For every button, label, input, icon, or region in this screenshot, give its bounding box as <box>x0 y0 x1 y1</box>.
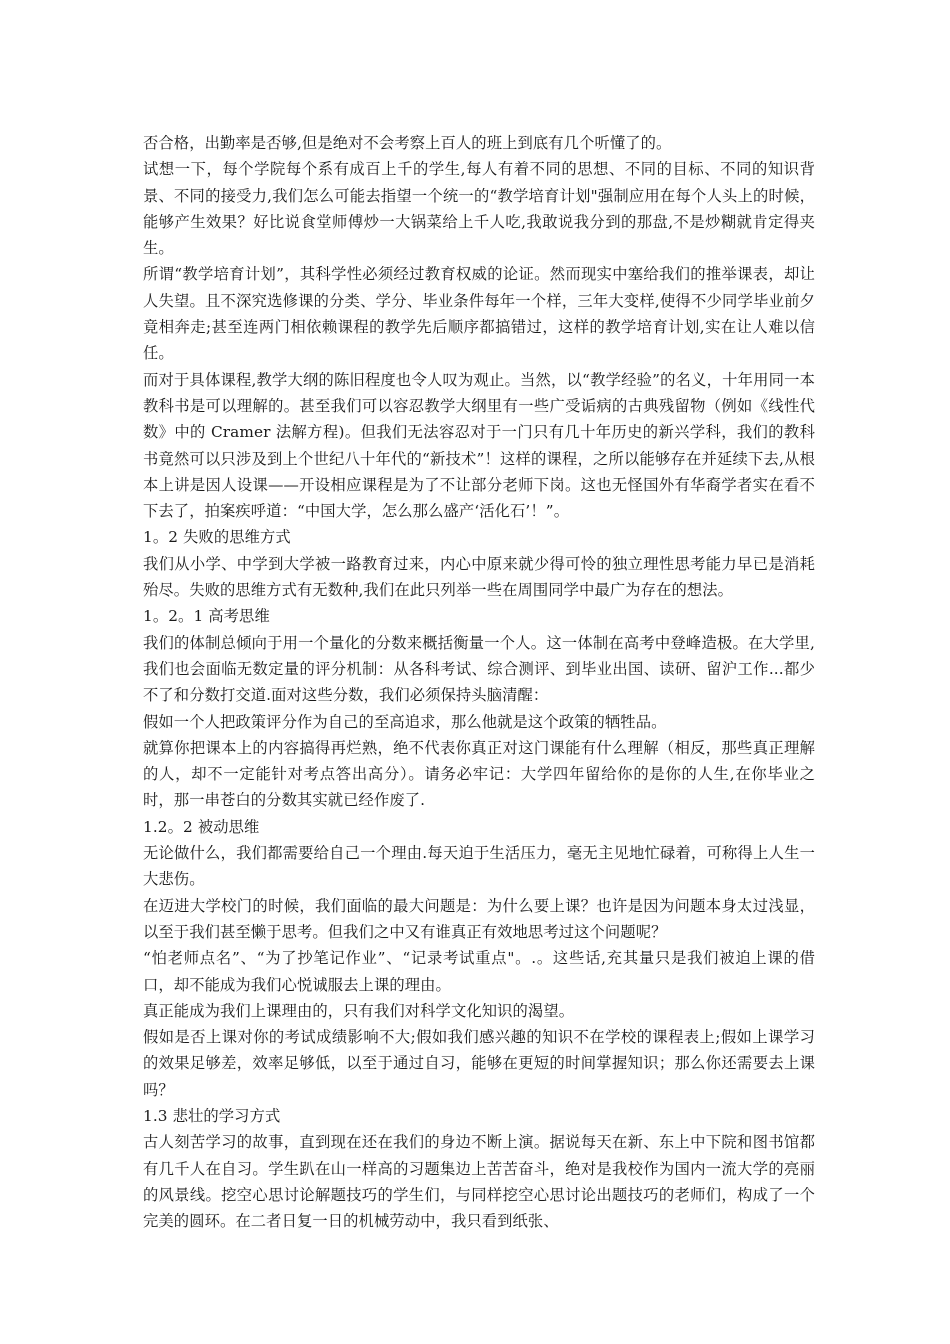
paragraph: 在迈进大学校门的时候，我们面临的最大问题是：为什么要上课？也许是因为问题本身太过浅显，以至于我们甚至懒于思考。但我们之中又有谁真正有效地思考过这个问题呢？ <box>143 896 815 941</box>
paragraph: 就算你把课本上的内容搞得再烂熟，绝不代表你真正对这门课能有什么理解（相反，那些真正理解的人，却不一定能针对考点答出高分）。请务必牢记：大学四年留给你的是你的人生,在你毕业之时，那一串苍白的分数其实就已经作废了. <box>143 738 815 810</box>
section-heading: 1。2 失败的思维方式 <box>143 528 291 547</box>
section-heading: 1.3 悲壮的学习方式 <box>143 1106 281 1125</box>
section-heading: 1。2。1 高考思维 <box>143 607 270 626</box>
paragraph: “怕老师点名”、“为了抄笔记作业”、“记录考试重点"。.。这些话,充其量只是我们被迫上课的借口，却不能成为我们心悦诚服去上课的理由。 <box>143 949 815 994</box>
paragraph: 假如一个人把政策评分作为自己的至高追求，那么他就是这个政策的牺牲品。 <box>143 712 667 731</box>
paragraph: 我们的体制总倾向于用一个量化的分数来概括衡量一个人。这一体制在高考中登峰造极。在大学里,我们也会面临无数定量的评分机制：从各科考试、综合测评、到毕业出国、读研、留沪工作...都少不了和分数打交道.面对这些分数，我们必须保持头脑清醒： <box>143 633 815 705</box>
paragraph: 试想一下，每个学院每个系有成百上千的学生,每人有着不同的思想、不同的目标、不同的知识背景、不同的接受力,我们怎么可能去指望一个统一的“教学培育计划"强制应用在每个人头上的时候，能够产生效果？好比说食堂师傅炒一大锅菜给上千人吃,我敢说我分到的那盘,不是炒糊就肯定得夹生。 <box>143 160 815 258</box>
section-heading: 1.2。2 被动思维 <box>143 817 260 836</box>
paragraph: 而对于具体课程,教学大纲的陈旧程度也令人叹为观止。当然，以“教学经验”的名义，十年用同一本教科书是可以理解的。甚至我们可以容忍教学大纲里有一些广受诟病的古典残留物（例如《线性代数》中的 Cramer 法解方程)。但我们无法容忍对于一门只有几十年历史的新兴学科，我们的教科书竟然可以只涉及到上个世纪八十年代的“新技术”！这样的课程，之所以能够存在并延续下去,从根本上讲是因人设课——开设相应课程是为了不让部分老师下岗。这也无怪国外有华裔学者实在看不下去了，拍案疾呼道：“中国大学，怎么那么盛产‘活化石’！”。 <box>143 370 815 521</box>
paragraph: 假如是否上课对你的考试成绩影响不大;假如我们感兴趣的知识不在学校的课程表上;假如上课学习的效果足够差，效率足够低，以至于通过自习，能够在更短的时间掌握知识；那么你还需要去上课吗？ <box>143 1028 815 1099</box>
paragraph: 所谓“教学培育计划”，其科学性必须经过教育权威的论证。然而现实中塞给我们的推举课表，却让人失望。且不深究选修课的分类、学分、毕业条件每年一个样，三年大变样,使得不少同学毕业前夕竟相奔走;甚至连两门相依赖课程的教学先后顺序都搞错过，这样的教学培育计划,实在让人难以信任。 <box>143 265 815 363</box>
paragraph: 我们从小学、中学到大学被一路教育过来，内心中原来就少得可怜的独立理性思考能力早已是消耗殆尽。失败的思维方式有无数种,我们在此只列举一些在周围同学中最广为存在的想法。 <box>143 554 815 600</box>
paragraph: 无论做什么，我们都需要给自己一个理由.每天迫于生活压力，毫无主见地忙碌着，可称得上人生一大悲伤。 <box>143 844 815 889</box>
paragraph: 真正能成为我们上课理由的，只有我们对科学文化知识的渴望。 <box>143 1001 575 1020</box>
document-body <box>143 130 815 1234</box>
paragraph: 否合格，出勤率是否够,但是绝对不会考察上百人的班上到底有几个听懂了的。 <box>143 134 672 152</box>
paragraph: 古人刻苦学习的故事，直到现在还在我们的身边不断上演。据说每天在新、东上中下院和图书馆都有几千人在自习。学生趴在山一样高的习题集边上苦苦奋斗，绝对是我校作为国内一流大学的亮丽的风景线。挖空心思讨论解题技巧的学生们，与同样挖空心思讨论出题技巧的老师们，构成了一个完美的圆环。在二者日复一日的机械劳动中，我只看到纸张、 <box>143 1133 815 1231</box>
